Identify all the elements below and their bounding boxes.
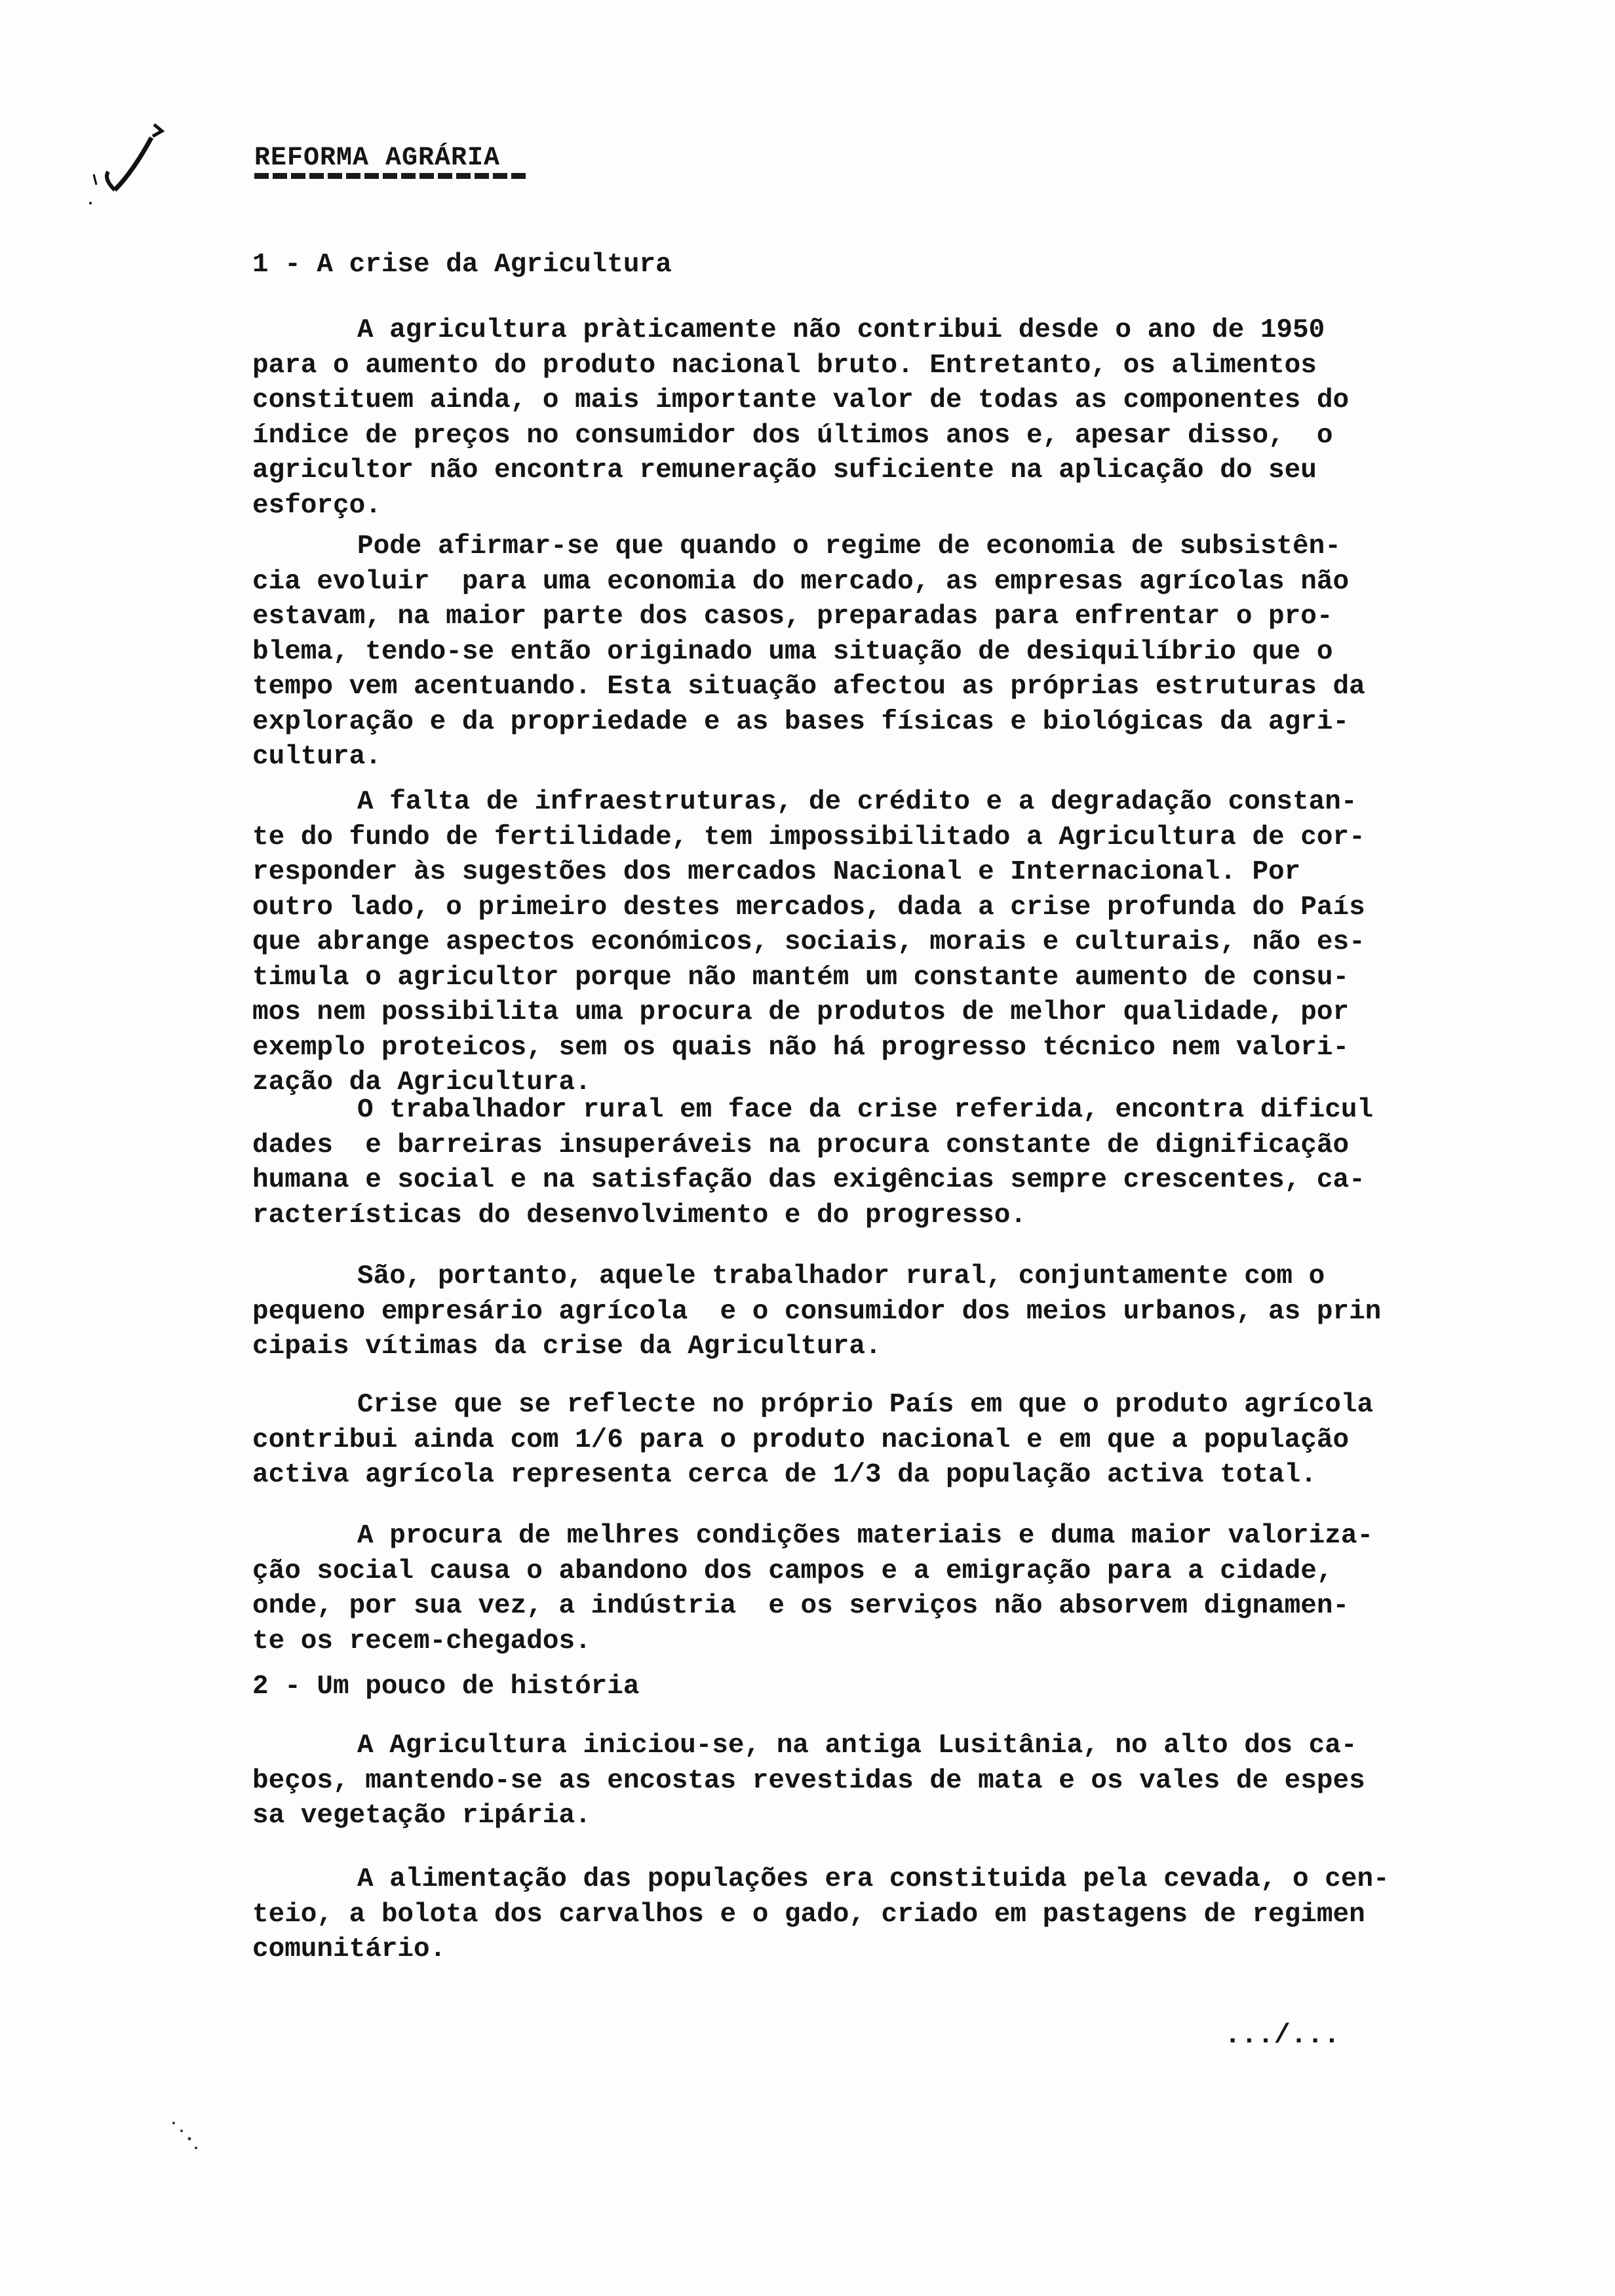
text-line: cipais vítimas da crise da Agricultura. — [252, 1331, 882, 1362]
text-line: esforço. — [252, 490, 381, 521]
heading-underline — [254, 173, 530, 179]
text-line: cia evoluir para uma economia do mercado, as empresas agrícolas não — [252, 566, 1350, 597]
text-line: te do fundo de fertilidade, tem impossibilitado a Agricultura de cor- — [252, 822, 1365, 852]
handwritten-check-mark — [88, 111, 167, 210]
text-line: índice de preços no consumidor dos últimos anos e, apesar disso, o — [252, 420, 1333, 451]
text-line: comunitário. — [252, 1934, 446, 1964]
text-line: cultura. — [252, 742, 381, 772]
text-line: activa agrícola representa cerca de 1/3 da população activa total. — [252, 1460, 1317, 1490]
paragraph — [252, 1862, 1517, 1968]
paper-specks — [167, 2116, 206, 2162]
text-line: que abrange aspectos económicos, sociais, morais e culturais, não es- — [252, 927, 1365, 957]
paragraph — [252, 529, 1517, 775]
paragraph — [252, 313, 1517, 524]
text-line: te os recem-chegados. — [252, 1626, 591, 1656]
text-line: Crise que se reflecte no próprio País em que o produto agrícola — [357, 1390, 1374, 1420]
text-line: beços, mantendo-se as encostas revestidas de mata e os vales de espes — [252, 1765, 1365, 1796]
section-title: 2 - Um pouco de história — [252, 1672, 640, 1702]
text-line: Pode afirmar-se que quando o regime de economia de subsistên- — [357, 531, 1341, 562]
text-line: responder às sugestões dos mercados Nacional e Internacional. Por — [252, 857, 1301, 887]
text-line: ção social causa o abandono dos campos e a emigração para a cidade, — [252, 1556, 1333, 1586]
text-line: zação da Agricultura. — [252, 1067, 591, 1098]
text-line: humana e social e na satisfação das exigências sempre crescentes, ca- — [252, 1165, 1365, 1195]
text-line: exploração e da propriedade e as bases físicas e biológicas da agri- — [252, 706, 1350, 737]
text-line: tempo vem acentuando. Esta situação afectou as próprias estruturas da — [252, 672, 1365, 702]
paragraph — [252, 1388, 1517, 1493]
document-heading: REFORMA AGRÁRIA — [254, 144, 501, 173]
text-line: estavam, na maior parte dos casos, preparadas para enfrentar o pro- — [252, 602, 1333, 632]
text-line: A alimentação das populações era constituida pela cevada, o cen- — [357, 1864, 1390, 1894]
text-line: A Agricultura iniciou-se, na antiga Lusitânia, no alto dos ca- — [357, 1731, 1357, 1761]
paragraph — [252, 1729, 1517, 1834]
text-line: teio, a bolota dos carvalhos e o gado, criado em pastagens de regimen — [252, 1899, 1365, 1930]
text-line: outro lado, o primeiro destes mercados, dada a crise profunda do País — [252, 892, 1365, 923]
text-line: constituem ainda, o mais importante valor de todas as componentes do — [252, 385, 1350, 415]
text-line: racterísticas do desenvolvimento e do progresso. — [252, 1200, 1026, 1231]
text-line: mos nem possibilita uma procura de produtos de melhor qualidade, por — [252, 997, 1350, 1027]
text-line: onde, por sua vez, a indústria e os serviços não absorvem dignamen- — [252, 1591, 1350, 1621]
text-line: sa vegetação ripária. — [252, 1801, 591, 1831]
text-line: A procura de melhres condições materiais e duma maior valoriza- — [357, 1521, 1374, 1551]
text-line: timula o agricultor porque não mantém um constante aumento de consu- — [252, 962, 1350, 993]
text-line: exemplo proteicos, sem os quais não há progresso técnico nem valori- — [252, 1032, 1350, 1063]
text-line: agricultor não encontra remuneração suficiente na aplicação do seu — [252, 455, 1317, 486]
paragraph — [252, 1259, 1517, 1365]
text-line: blema, tendo-se então originado uma situação de desiquilíbrio que o — [252, 636, 1333, 667]
text-line: São, portanto, aquele trabalhador rural, conjuntamente com o — [357, 1261, 1325, 1292]
text-line: pequeno empresário agrícola e o consumidor dos meios urbanos, as prin — [252, 1296, 1382, 1327]
text-line: contribui ainda com 1/6 para o produto nacional e em que a população — [252, 1425, 1350, 1455]
paragraph — [252, 785, 1517, 1101]
section-title: 1 - A crise da Agricultura — [252, 250, 672, 280]
text-line: O trabalhador rural em face da crise referida, encontra dificul — [357, 1095, 1374, 1125]
text-line: A agricultura pràticamente não contribui desde o ano de 1950 — [357, 315, 1325, 345]
text-line: para o aumento do produto nacional bruto. Entretanto, os alimentos — [252, 350, 1317, 381]
continuation-mark: .../... — [1224, 2019, 1340, 2051]
paragraph — [252, 1519, 1517, 1659]
text-line: A falta de infraestruturas, de crédito e a degradação constan- — [357, 787, 1357, 817]
paragraph — [252, 1093, 1517, 1233]
text-line: dades e barreiras insuperáveis na procura constante de dignificação — [252, 1130, 1350, 1160]
